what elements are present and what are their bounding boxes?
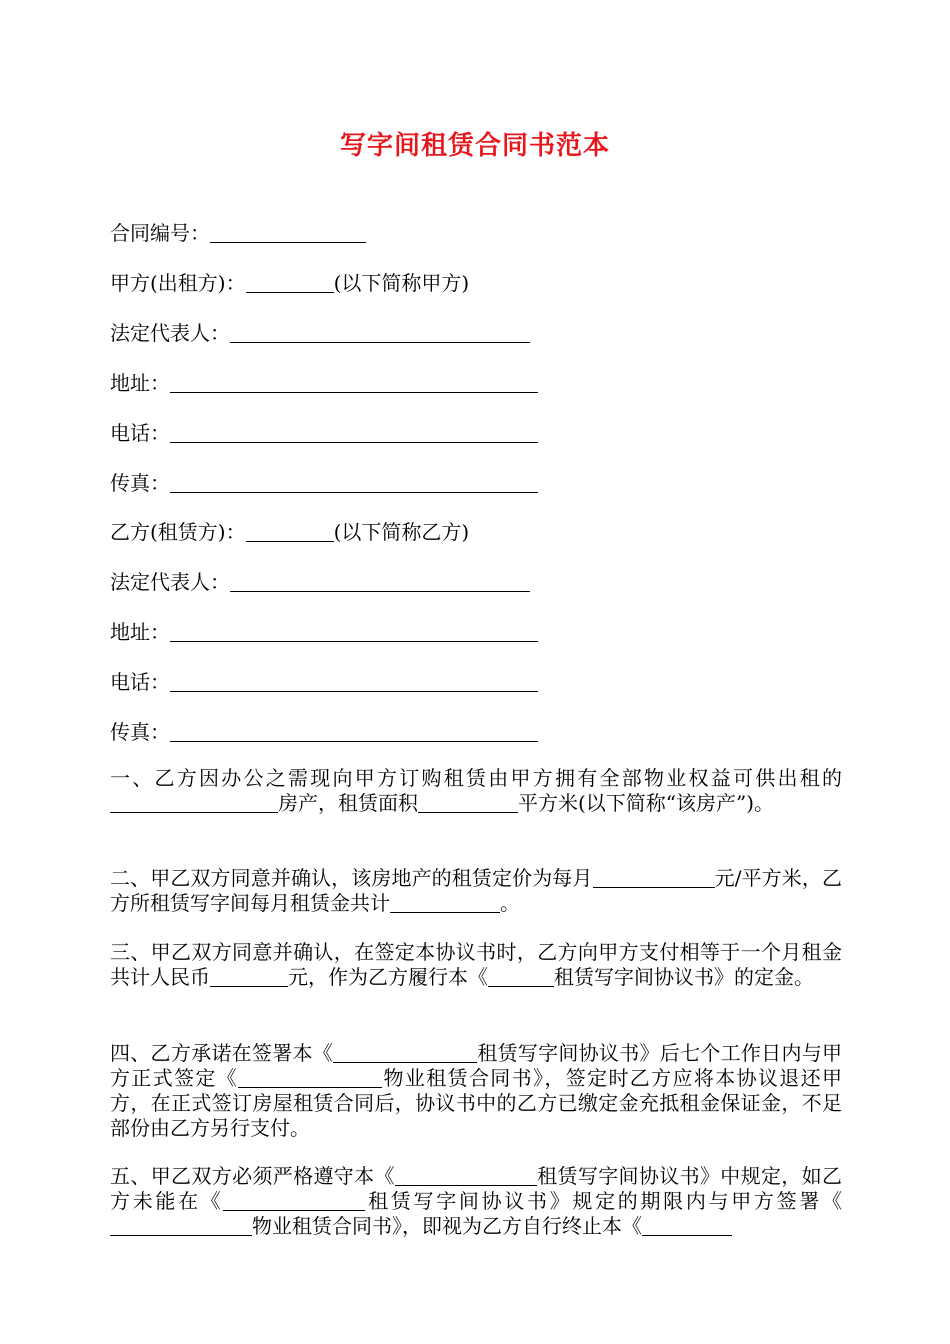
document-title: 写字间租赁合同书范本 bbox=[339, 131, 610, 161]
party-b-fax-field bbox=[110, 717, 538, 747]
clause-1-text-1: 一、乙方因办公之需现向甲方订购租赁由甲方拥有全部物业权益可供出租的 bbox=[110, 766, 842, 790]
clause-1-property-blank[interactable] bbox=[110, 792, 278, 813]
party-b-phone-blank[interactable] bbox=[170, 667, 538, 692]
party-b-name-field bbox=[110, 517, 469, 547]
clause-4-text-3: 物业租赁合同书》，签定时乙方应将本协议退还甲方，在正式签订房屋租赁合同后，协议书中的乙方已缴定金充抵租金保证金，不足部份由乙方另行支付。 bbox=[110, 1066, 843, 1140]
clause-1-text-3: 平方米(以下简称“该房产”)。 bbox=[518, 791, 775, 815]
party-a-phone-blank[interactable] bbox=[170, 418, 538, 443]
clause-2-text-3: 。 bbox=[500, 891, 520, 915]
party-b-rep-blank[interactable] bbox=[230, 567, 530, 592]
clause-4-text-2: 租赁写字间协议书》后七个工作日内与甲方正式签定《 bbox=[110, 1041, 843, 1090]
clause-1-text-2: 房产，租赁面积 bbox=[278, 791, 418, 815]
clause-5-agreement-blank-1[interactable] bbox=[395, 1165, 537, 1186]
party-b-name-blank[interactable] bbox=[246, 517, 334, 542]
party-b-name-suffix: (以下简称乙方) bbox=[333, 520, 470, 544]
clause-3-text-3: 租赁写字间协议书》的定金。 bbox=[554, 965, 814, 989]
clause-5 bbox=[110, 1164, 842, 1239]
party-a-name-field bbox=[110, 268, 469, 298]
clause-3-text-2: 元，作为乙方履行本《 bbox=[288, 965, 488, 989]
party-a-phone-field bbox=[110, 418, 538, 448]
party-a-name-suffix: (以下简称甲方) bbox=[333, 271, 470, 295]
clause-4 bbox=[110, 1041, 842, 1141]
party-a-address-blank[interactable] bbox=[170, 368, 538, 393]
clause-2-price-blank[interactable] bbox=[593, 867, 715, 888]
contract-number-field bbox=[110, 218, 366, 248]
party-b-fax-blank[interactable] bbox=[170, 717, 538, 742]
clause-2-total-blank[interactable] bbox=[390, 892, 500, 913]
party-b-phone-label: 电话： bbox=[110, 670, 170, 694]
clause-3 bbox=[110, 940, 842, 990]
clause-5-text-2: 租赁写字间协议书》中规定，如乙方未能在《 bbox=[110, 1164, 843, 1213]
clause-1 bbox=[110, 766, 842, 816]
clause-5-text-4: 物业租赁合同书》，即视为乙方自行终止本《 bbox=[252, 1214, 642, 1238]
party-a-name-blank[interactable] bbox=[246, 268, 334, 293]
party-a-phone-label: 电话： bbox=[110, 421, 170, 445]
clause-4-agreement-blank[interactable] bbox=[333, 1042, 477, 1063]
clause-5-text-1: 五、甲乙双方必须严格遵守本《 bbox=[110, 1164, 395, 1188]
clause-4-text-1: 四、乙方承诺在签署本《 bbox=[110, 1041, 334, 1065]
party-a-fax-blank[interactable] bbox=[170, 468, 538, 493]
party-b-address-field bbox=[110, 617, 538, 647]
clause-4-contract-blank[interactable] bbox=[238, 1067, 382, 1088]
clause-5-contract-blank[interactable] bbox=[110, 1215, 252, 1236]
clause-3-agreement-blank[interactable] bbox=[488, 966, 554, 987]
clause-2-text-1: 二、甲乙双方同意并确认，该房地产的租赁定价为每月 bbox=[110, 866, 593, 890]
party-b-address-blank[interactable] bbox=[170, 617, 538, 642]
party-a-rep-field bbox=[110, 318, 530, 348]
party-b-phone-field bbox=[110, 667, 538, 697]
party-b-rep-label: 法定代表人： bbox=[110, 570, 230, 594]
party-a-rep-label: 法定代表人： bbox=[110, 321, 230, 345]
party-a-rep-blank[interactable] bbox=[230, 318, 530, 343]
clause-2-text-2: 元/平方米，乙方所租赁写字间每月租赁金共计 bbox=[110, 866, 842, 915]
contract-number-label: 合同编号： bbox=[110, 221, 210, 245]
clause-2 bbox=[110, 866, 842, 916]
party-b-fax-label: 传真： bbox=[110, 720, 170, 744]
clause-3-text-1: 三、甲乙双方同意并确认，在签定本协议书时，乙方向甲方支付相等于一个月租金共计人民币 bbox=[110, 940, 842, 989]
party-a-fax-field bbox=[110, 468, 538, 498]
party-a-address-field bbox=[110, 368, 538, 398]
clause-5-agreement-blank-2[interactable] bbox=[223, 1190, 365, 1211]
contract-number-blank[interactable] bbox=[210, 218, 366, 243]
clause-1-area-blank[interactable] bbox=[418, 792, 518, 813]
clause-5-text-3: 租赁写字间协议书》规定的期限内与甲方签署《 bbox=[365, 1189, 843, 1213]
party-a-address-label: 地址： bbox=[110, 371, 170, 395]
party-a-fax-label: 传真： bbox=[110, 471, 170, 495]
party-b-address-label: 地址： bbox=[110, 620, 170, 644]
party-b-rep-field bbox=[110, 567, 530, 597]
party-b-name-label: 乙方(租赁方)： bbox=[110, 520, 246, 544]
clause-5-agreement-blank-3[interactable] bbox=[642, 1215, 732, 1236]
party-a-name-label: 甲方(出租方)： bbox=[110, 271, 246, 295]
clause-3-deposit-blank[interactable] bbox=[210, 966, 288, 987]
